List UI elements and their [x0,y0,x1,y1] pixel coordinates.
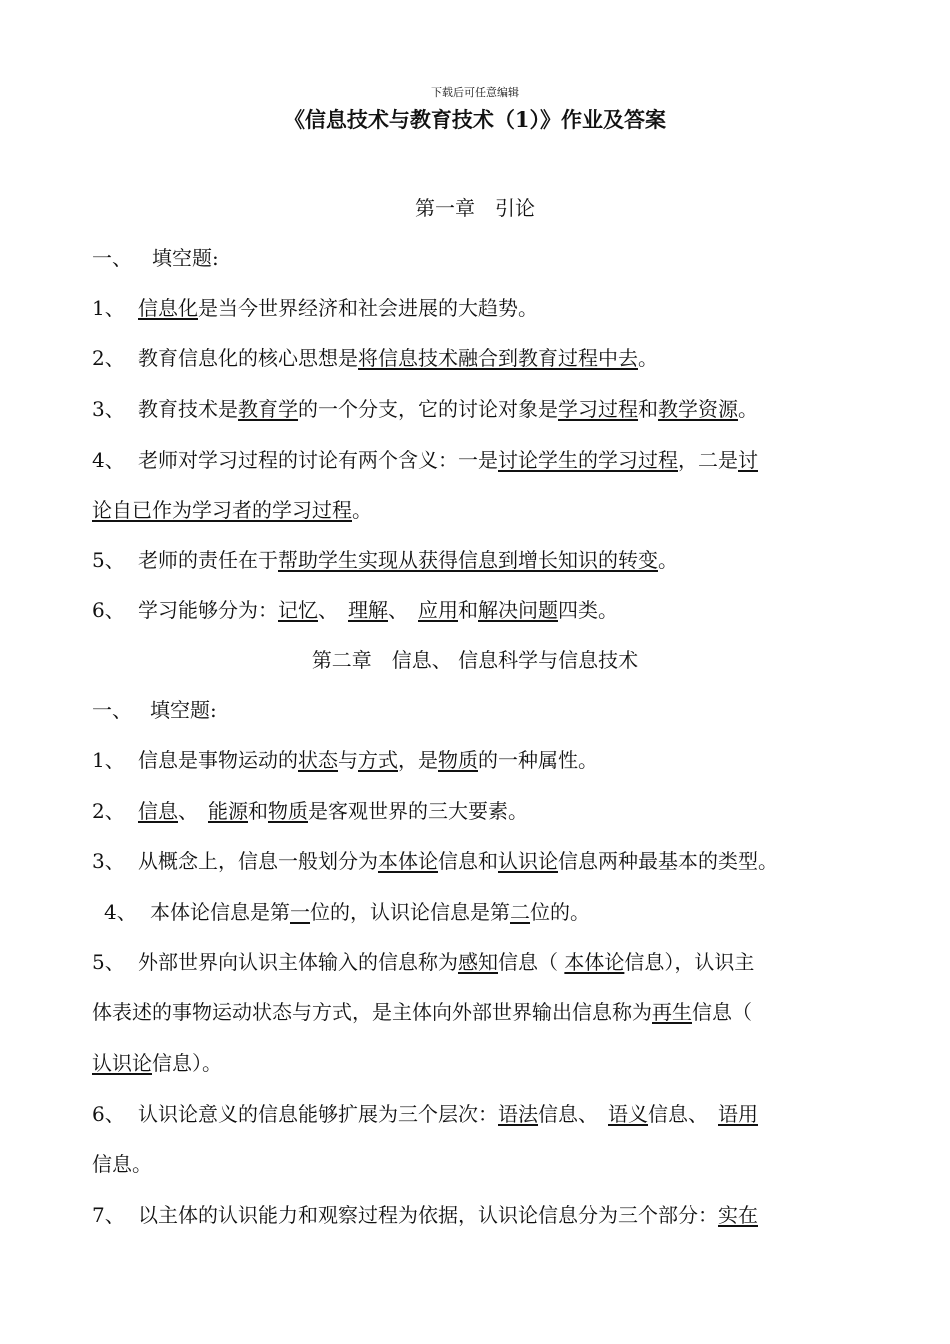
item-number: 3、 [92,849,125,873]
answer-blank: 教育学 [238,397,298,421]
answer-blank: 教学资源 [658,397,738,421]
item-number: 4、 [104,900,137,924]
fill-in-item [92,797,854,825]
item-text: 。 [352,498,372,522]
item-text: 的一个分支，它的讨论对象是 [298,397,558,421]
item-text: 信息、 [648,1102,718,1126]
item-number: 6、 [92,1102,125,1126]
item-text: 以主体的认识能力和观察过程为依据，认识论信息分为三个部分： [138,1203,718,1227]
section-label: 填空题: [152,246,219,270]
fill-in-item [92,1100,854,1128]
item-text: 体表述的事物运动状态与方式，是主体向外部世界输出信息称为 [92,1000,652,1024]
item-text: 和 [638,397,658,421]
fill-in-item [92,847,854,875]
answer-blank: 本体论 [378,849,438,873]
answer-blank: 记忆 [278,598,318,622]
item-text: 的一种属性。 [478,748,598,772]
fill-in-item [92,1201,854,1229]
fill-in-item-continuation [92,496,854,524]
answer-blank: 能源 [208,799,248,823]
answer-blank: 一 [290,900,310,924]
answer-blank: 感知 [458,950,498,974]
item-text: 教育技术是 [138,397,238,421]
chapter-2-heading: 第二章 信息、 信息科学与信息技术 [311,648,639,672]
answer-blank: 应用 [418,598,458,622]
answer-blank: 论自已作为学习者的学习过程 [92,498,352,522]
item-number: 5、 [92,548,125,572]
answer-blank: 物质 [268,799,308,823]
item-number: 4、 [92,448,125,472]
item-number: 3、 [92,397,125,421]
item-text: 和 [248,799,268,823]
item-text: ，二是 [678,448,738,472]
item-text: 信息两种最基本的类型。 [558,849,778,873]
item-number: 5、 [92,950,125,974]
answer-blank: 信息化 [138,296,198,320]
answer-blank: 状态 [298,748,338,772]
item-text: 、 [318,598,348,622]
answer-blank: 语法 [498,1102,538,1126]
fill-in-item [92,546,854,574]
answer-blank: 实在 [718,1203,758,1227]
item-text: 老师的责任在于 [138,548,278,572]
answer-blank: 学习过程 [558,397,638,421]
item-text: 和 [458,598,478,622]
answer-blank: 信息 [138,799,178,823]
answer-blank: 语用 [718,1102,758,1126]
document-title: 《信息技术与教育技术（1）》作业及答案 [283,107,667,132]
item-text: 与 [338,748,358,772]
item-text: 学习能够分为： [138,598,278,622]
item-number: 2、 [92,346,125,370]
fill-in-item-continuation [92,1049,854,1077]
item-text: 信息、 [538,1102,608,1126]
item-text: 信息（ [498,950,565,974]
chapter-1-section-heading [92,244,854,272]
answer-blank: 帮助学生实现从获得信息到增长知识的转变 [278,548,658,572]
item-text: 信息（ [692,1000,752,1024]
item-number: 1、 [92,296,125,320]
item-text: 认识论意义的信息能够扩展为三个层次： [138,1102,498,1126]
chapter-1-heading: 第一章 引论 [415,196,535,220]
answer-blank: 再生 [652,1000,692,1024]
chapter-2-section-heading [92,696,854,724]
answer-blank: 理解 [348,598,388,622]
fill-in-item [92,746,854,774]
item-text: 信息和 [438,849,498,873]
item-text: 。 [638,346,658,370]
item-number: 1、 [92,748,125,772]
fill-in-item [92,344,854,372]
item-text: 位的。 [530,900,590,924]
fill-in-item [92,294,854,322]
answer-blank: 方式 [358,748,398,772]
item-text: 。 [658,548,678,572]
section-label: 填空题: [150,698,217,722]
fill-in-item [92,898,854,926]
header-note: 下载后可任意编辑 [431,86,519,99]
item-text: 外部世界向认识主体输入的信息称为 [138,950,458,974]
item-text: 信息），认识主 [624,950,755,974]
item-text: 是当今世界经济和社会进展的大趋势。 [198,296,538,320]
fill-in-item-continuation [92,998,854,1026]
item-text: 老师对学习过程的讨论有两个含义：一是 [138,448,498,472]
item-text: 。 [738,397,758,421]
fill-in-item-continuation [92,1150,854,1178]
answer-blank: 讨论学生的学习过程 [498,448,678,472]
item-text: 本体论信息是第 [150,900,290,924]
item-number: 7、 [92,1203,125,1227]
answer-blank: 物质 [438,748,478,772]
answer-blank: 语义 [608,1102,648,1126]
fill-in-item [92,948,854,976]
answer-blank: 二 [510,900,530,924]
item-text: 、 [178,799,208,823]
item-text: ，是 [398,748,438,772]
item-text: 从概念上，信息一般划分为 [138,849,378,873]
answer-blank: 解决问题 [478,598,558,622]
item-number: 2、 [92,799,125,823]
item-text: 是客观世界的三大要素。 [308,799,528,823]
item-text: 信息）。 [152,1051,222,1075]
fill-in-item [92,446,854,474]
item-text: 信息。 [92,1152,152,1176]
answer-blank: 本体论 [564,950,625,974]
section-number: 一、 [92,246,132,270]
fill-in-item [92,395,854,423]
item-text: 信息是事物运动的 [138,748,298,772]
answer-blank: 将信息技术融合到教育过程中去 [358,346,638,370]
item-text: 四类。 [558,598,618,622]
answer-blank: 认识论 [498,849,558,873]
item-text: 教育信息化的核心思想是 [138,346,358,370]
section-number: 一、 [92,698,132,722]
fill-in-item [92,596,854,624]
item-number: 6、 [92,598,125,622]
answer-blank: 认识论 [92,1051,152,1075]
answer-blank: 讨 [738,448,758,472]
item-text: 、 [388,598,418,622]
item-text: 位的，认识论信息是第 [310,900,510,924]
